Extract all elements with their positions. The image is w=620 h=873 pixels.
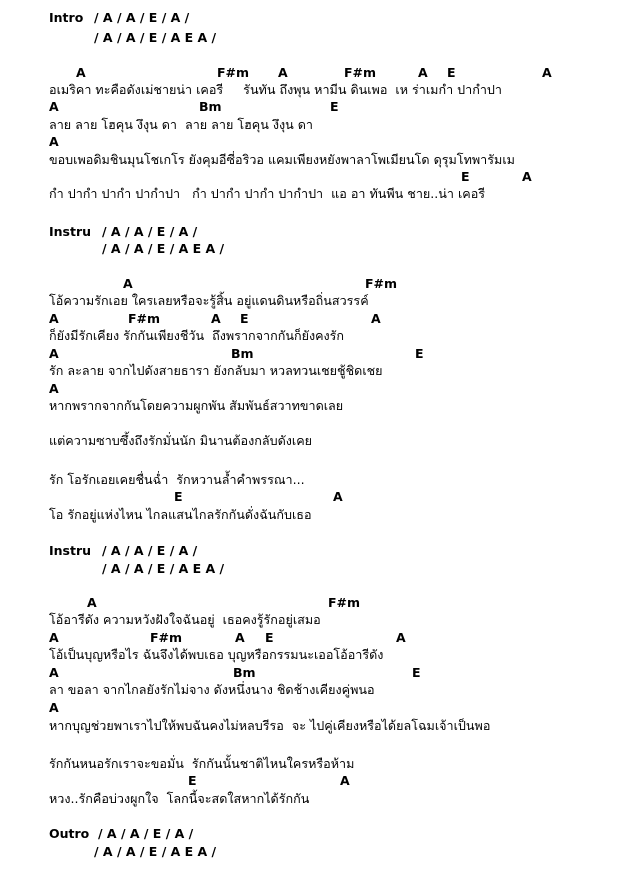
chord-symbol: A bbox=[396, 630, 406, 645]
chord-symbol: A bbox=[418, 65, 428, 80]
lyric-line: ก็ยังมีรักเคียง รักกันเพียงชีวัน ถึงพรากจากกันก็ยังคงรัก bbox=[49, 328, 345, 343]
chord-symbol: E bbox=[415, 346, 424, 361]
lyric-line: โอ้ความรักเอย ใครเลยหรือจะรู้สิ้น อยู่แดนดินหรือถิ่นสวรรค์ bbox=[49, 293, 369, 308]
chord-symbol: Bm bbox=[231, 346, 254, 361]
instru-label: Instru bbox=[49, 543, 92, 558]
chord-symbol: E bbox=[265, 630, 274, 645]
chord-symbol: E bbox=[330, 99, 339, 114]
instru-progression-1: / A / A / E / A / bbox=[102, 224, 198, 239]
chord-row bbox=[0, 169, 620, 185]
chord-row bbox=[0, 381, 620, 397]
chord-row bbox=[0, 346, 620, 362]
instru-label: Instru bbox=[49, 224, 92, 239]
lyric-line: ขอบเพอดิมชินมุนโชเกโร ยังคุมอีซี่อริวอ แคมเพียงหยังพาลาโพเมียนโด ดุรุมโทพารัมเม bbox=[49, 152, 515, 167]
chord-symbol: A bbox=[123, 276, 133, 291]
chord-row bbox=[0, 665, 620, 681]
lyric-line: หากพรากจากกันโดยความผูกพัน สัมพันธ์สวาทขาดเลย bbox=[49, 398, 344, 413]
chord-symbol: F#m bbox=[128, 311, 161, 326]
chord-symbol: F#m bbox=[217, 65, 250, 80]
lyric-line: ลาย ลาย โฮคุน งึงุน ดา ลาย ลาย โฮคุน งึงุน ดา bbox=[49, 117, 313, 132]
chord-symbol: E bbox=[412, 665, 421, 680]
chord-symbol: E bbox=[447, 65, 456, 80]
chord-symbol: A bbox=[49, 630, 59, 645]
chord-symbol: F#m bbox=[150, 630, 183, 645]
outro-progression-2: / A / A / E / A E A / bbox=[94, 844, 217, 859]
chord-symbol: A bbox=[340, 773, 350, 788]
chord-symbol: A bbox=[49, 99, 59, 114]
lyric-line: โอ้เป็นบุญหรือไร ฉันจึงได้พบเธอ บุญหรือกรรมนะเออโอ้อารีดัง bbox=[49, 647, 384, 662]
outro-label: Outro bbox=[49, 826, 90, 841]
lyric-line: รักกันหนอรักเราจะขอมั่น รักกันนั้นชาติไหนใครหรือห้าม bbox=[49, 756, 355, 771]
chord-row bbox=[0, 311, 620, 327]
lyric-line: ลา ขอลา จากไกลยังรักไม่จาง ดังหนึ่งนาง ชิดช้างเคียงคู่พนอ bbox=[49, 682, 375, 697]
instru-progression-2: / A / A / E / A E A / bbox=[102, 241, 225, 256]
lyric-line: โอ รักอยู่แห่งไหน ไกลแสนไกลรักกันดั่งฉันกับเธอ bbox=[49, 507, 312, 522]
lyric-line: รัก โอรักเอยเคยชื่นฉ่ำ รักหวานล้ำคำพรรณา... bbox=[49, 472, 305, 487]
chord-row bbox=[0, 489, 620, 505]
outro-progression-1: / A / A / E / A / bbox=[98, 826, 194, 841]
chord-symbol: A bbox=[49, 346, 59, 361]
lyric-line: รัก ละลาย จากไปดังสายธารา ยังกลับมา หวลทวนเชยชู้ชิดเชย bbox=[49, 363, 383, 378]
chord-symbol: A bbox=[522, 169, 532, 184]
chord-symbol: A bbox=[49, 311, 59, 326]
instru-progression-1: / A / A / E / A / bbox=[102, 543, 198, 558]
intro-label: Intro bbox=[49, 10, 84, 25]
chord-symbol: A bbox=[49, 381, 59, 396]
chord-row bbox=[0, 134, 620, 150]
chord-row bbox=[0, 99, 620, 115]
intro-progression-1: / A / A / E / A / bbox=[94, 10, 190, 25]
chord-symbol: E bbox=[240, 311, 249, 326]
chord-symbol: F#m bbox=[344, 65, 377, 80]
chord-symbol: A bbox=[371, 311, 381, 326]
chord-symbol: A bbox=[235, 630, 245, 645]
chord-symbol: A bbox=[49, 700, 59, 715]
chord-symbol: A bbox=[76, 65, 86, 80]
chord-row bbox=[0, 773, 620, 789]
chord-symbol: F#m bbox=[328, 595, 361, 610]
chord-row bbox=[0, 700, 620, 716]
lyric-line: หวง..รักคือบ่วงผูกใจ โลกนี้จะสดใสหากได้รักกัน bbox=[49, 791, 310, 806]
chord-symbol: E bbox=[188, 773, 197, 788]
chord-row bbox=[0, 65, 620, 81]
chord-symbol: A bbox=[211, 311, 221, 326]
lyric-line: แต่ความซาบซึ้งถึงรักมั่นนัก มินานต้องกลับดังเคย bbox=[49, 433, 313, 448]
chord-symbol: Bm bbox=[199, 99, 222, 114]
chord-row bbox=[0, 276, 620, 292]
intro-progression-2: / A / A / E / A E A / bbox=[94, 30, 217, 45]
lyric-line: กำ ปากำ ปากำ ปากำปา กำ ปากำ ปากำ ปากำปา แอ อา ทันพีน ชาย..น่า เคอรี bbox=[49, 186, 486, 201]
instru-progression-2: / A / A / E / A E A / bbox=[102, 561, 225, 576]
chord-row bbox=[0, 595, 620, 611]
chord-symbol: E bbox=[174, 489, 183, 504]
chord-symbol: Bm bbox=[233, 665, 256, 680]
chord-symbol: A bbox=[333, 489, 343, 504]
lyric-line: โอ้อารีดัง ความหวังฝังใจฉันอยู่ เธอคงรู้รักอยู่เสมอ bbox=[49, 612, 321, 627]
chord-symbol: A bbox=[49, 134, 59, 149]
chord-row bbox=[0, 630, 620, 646]
chord-symbol: A bbox=[87, 595, 97, 610]
chord-symbol: A bbox=[49, 665, 59, 680]
chord-symbol: F#m bbox=[365, 276, 398, 291]
lyric-line: หากบุญช่วยพาเราไปให้พบฉันคงไม่หลบรีรอ จะ ไปคู่เคียงหรือได้ยลโฉมเจ้าเป็นพอ bbox=[49, 718, 491, 733]
chord-symbol: A bbox=[542, 65, 552, 80]
chord-symbol: E bbox=[461, 169, 470, 184]
chord-symbol: A bbox=[278, 65, 288, 80]
lyric-line: อเมริคา ทะคือดังเม่ชายน่า เคอรี รันทัน ถึงพุน หามีน ดินเพอ เห ร่าเมกำ ปากำปา bbox=[49, 82, 502, 97]
